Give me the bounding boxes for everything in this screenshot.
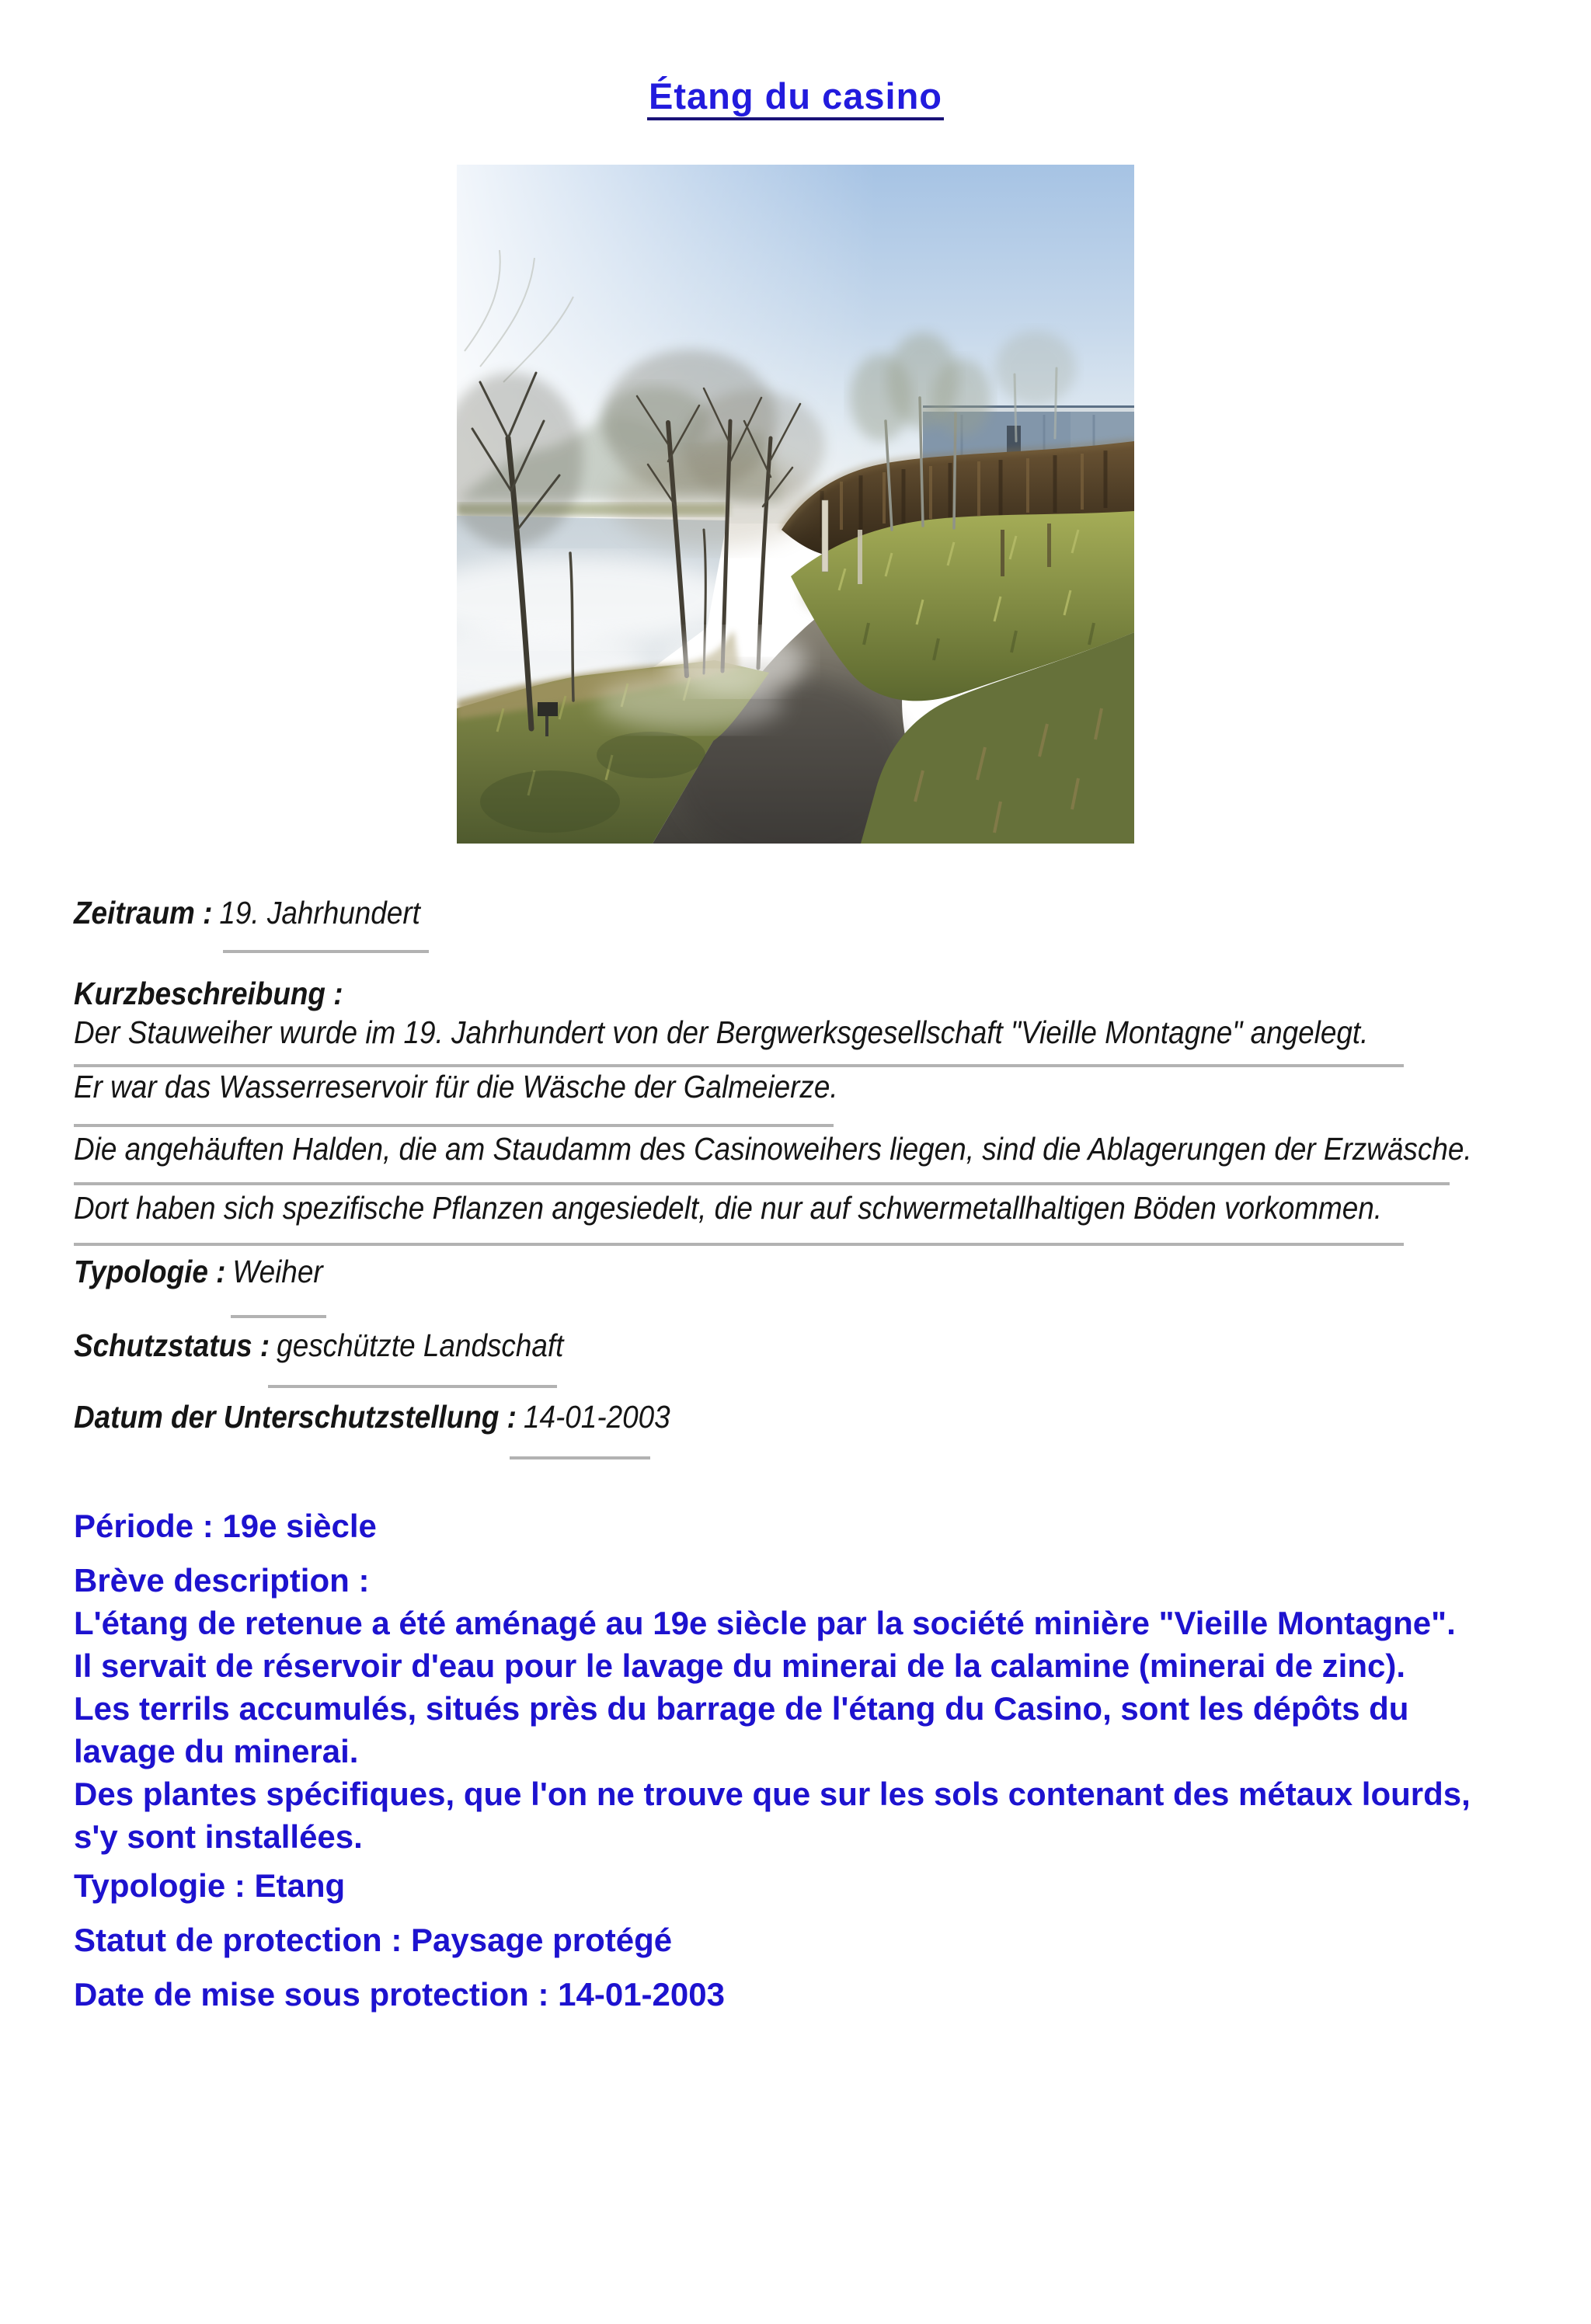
breve-description-block (74, 1559, 1472, 1858)
field-datum (74, 1397, 1440, 1436)
typologie-label: Typologie : (74, 1254, 226, 1289)
divider (223, 950, 429, 953)
field-zeitraum (74, 893, 1440, 932)
typologie-value: Weiher (232, 1254, 323, 1289)
divider (268, 1385, 557, 1388)
breve-description-label: Brève description : (74, 1562, 370, 1599)
kurzbeschreibung-line-3: Die angehäuften Halden, die am Staudamm des Casinoweihers liegen, sind die Ablagerungen der Erzwäsche. (74, 1131, 1472, 1167)
french-section (0, 1505, 1472, 2016)
divider (231, 1315, 326, 1318)
field-schutzstatus (74, 1326, 1440, 1365)
statut-line: Statut de protection : Paysage protégé (74, 1922, 673, 1958)
date-line: Date de mise sous protection : 14-01-2003 (74, 1976, 725, 2013)
field-typologie (74, 1252, 1440, 1291)
kurzbeschreibung-line-2: Er war das Wasserreservoir für die Wäsche der Galmeierze. (74, 1069, 838, 1105)
divider (510, 1456, 650, 1459)
divider (74, 1182, 1450, 1185)
schutzstatus-value: geschützte Landschaft (277, 1327, 564, 1363)
kurzbeschreibung-line-1: Der Stauweiher wurde im 19. Jahrhundert von der Bergwerksgesellschaft "Vieille Montagne" angelegt. (74, 1014, 1369, 1050)
description-line-4: Des plantes spécifiques, que l'on ne trouve que sur les sols contenant des métaux lourds, s'y sont installées. (74, 1776, 1471, 1855)
datum-value: 14-01-2003 (523, 1399, 670, 1435)
kurzbeschreibung-label-text: Kurzbeschreibung : (74, 976, 343, 1011)
typologie-line: Typologie : Etang (74, 1867, 346, 1904)
periode-line: Période : 19e siècle (74, 1508, 377, 1544)
landscape-photo (457, 165, 1134, 844)
title-link[interactable]: Étang du casino (647, 75, 944, 120)
landscape-photo-svg (457, 165, 1134, 844)
page-title (0, 75, 1591, 118)
page (0, 75, 1591, 2016)
description-line-3: Les terrils accumulés, situés près du barrage de l'étang du Casino, sont les dépôts du lavage du minerai. (74, 1690, 1409, 1769)
german-section (0, 893, 1591, 1459)
zeitraum-value: 19. Jahrhundert (219, 895, 420, 931)
divider (74, 1243, 1404, 1246)
description-line-1: L'étang de retenue a été aménagé au 19e siècle par la société minière "Vieille Montagne". (74, 1605, 1456, 1641)
datum-label: Datum der Unterschutzstellung : (74, 1399, 517, 1435)
kurzbeschreibung-label (74, 974, 1440, 1013)
divider (74, 1124, 834, 1127)
description-line-2: Il servait de réservoir d'eau pour le lavage du minerai de la calamine (minerai de zinc). (74, 1647, 1405, 1684)
zeitraum-label: Zeitraum : (74, 895, 213, 931)
kurzbeschreibung-line-4: Dort haben sich spezifische Pflanzen angesiedelt, die nur auf schwermetallhaltigen Böden vorkommen. (74, 1190, 1382, 1226)
schutzstatus-label: Schutzstatus : (74, 1327, 270, 1363)
